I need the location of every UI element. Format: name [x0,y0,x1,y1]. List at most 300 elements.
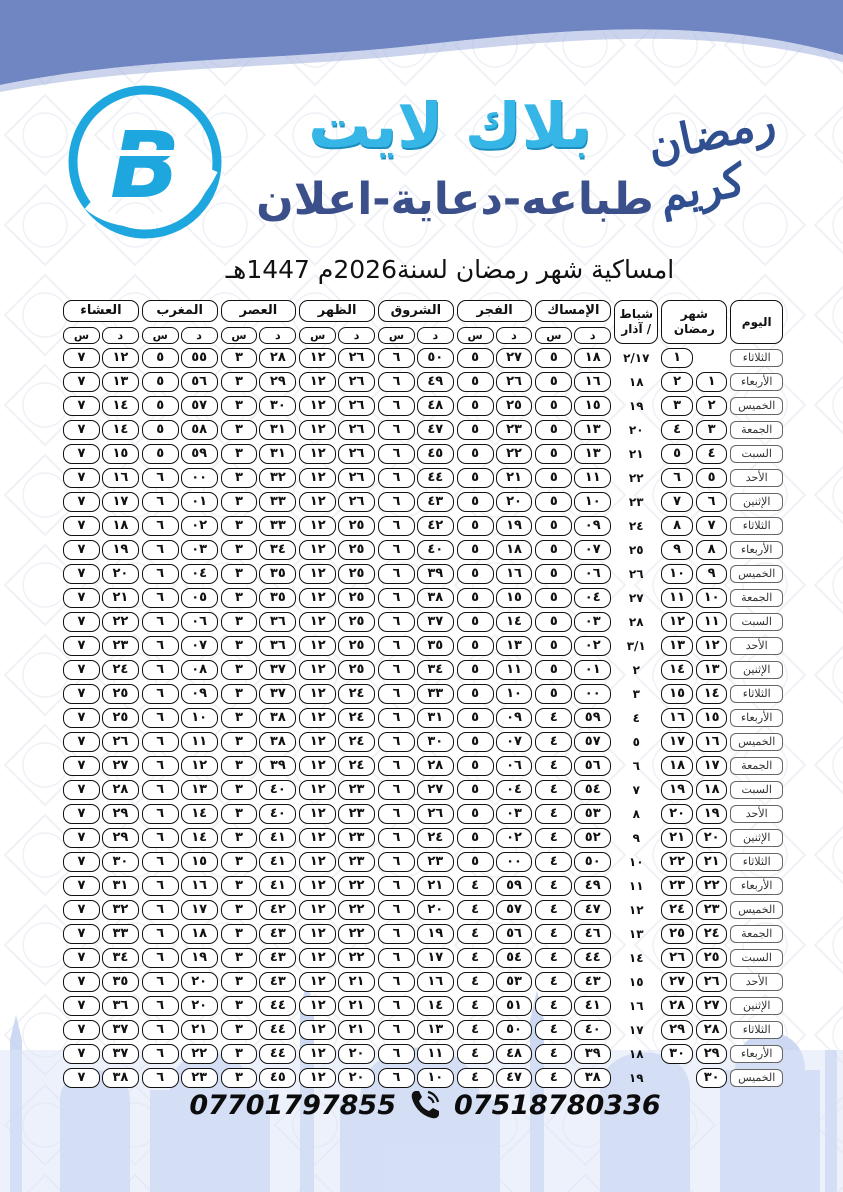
asr-hours: ٣ [221,1020,258,1040]
shuruq-minutes: ٤٤ [417,468,454,488]
maghrib-hours: ٥ [142,444,179,464]
asr-hours: ٣ [221,708,258,728]
fajr-minutes: ٠٢ [496,828,533,848]
gregorian-cell: ٥ [632,735,640,749]
imsak-minutes: ٣٨ [574,1068,611,1088]
asr-cell [221,540,297,560]
day-cell: الأربعاء [730,1044,783,1064]
isha-minutes: ٢٤ [102,660,139,680]
isha-cell [63,420,139,440]
zuhr-cell [299,348,375,368]
ramadan-left-cell: ١٥ [696,708,728,728]
header-row [63,300,783,323]
imsak-hours: ٥ [535,612,572,632]
subheader-asr [221,327,297,344]
page-title: امساكية شهر رمضان لسنة2026م 1447هـ [225,255,675,284]
isha-minutes: ١٥ [102,444,139,464]
shuruq-cell [378,588,454,608]
fajr-hours: ٤ [457,1068,494,1088]
isha-cell [63,492,139,512]
zuhr-minutes: ٢٤ [338,708,375,728]
col-shuruq: الشروق [378,300,454,323]
fajr-hours: ٥ [457,780,494,800]
imsak-cell [535,660,611,680]
asr-minutes: ٤٣ [259,948,296,968]
day-cell: الأربعاء [730,708,783,728]
fajr-hours: ٥ [457,420,494,440]
fajr-cell [457,780,533,800]
imsak-minutes: ١٨ [574,348,611,368]
day-cell: الخميس [730,732,783,752]
zuhr-hours: ١٢ [299,684,336,704]
imsak-minutes: ٤٦ [574,924,611,944]
table-row [63,1020,783,1040]
maghrib-cell [142,660,218,680]
imsak-cell [535,492,611,512]
asr-minutes: ٤٤ [259,1044,296,1064]
isha-minutes: ٣٨ [102,1068,139,1088]
maghrib-hours: ٥ [142,396,179,416]
minutes-label: د [338,327,375,344]
shuruq-minutes: ٤٧ [417,420,454,440]
imsak-cell [535,708,611,728]
table-row [63,924,783,944]
fajr-cell [457,972,533,992]
day-cell: الإثنين [730,660,783,680]
maghrib-cell [142,948,218,968]
table-row [63,1044,783,1064]
zuhr-hours: ١٢ [299,996,336,1016]
fajr-hours: ٥ [457,804,494,824]
hours-label: س [221,327,258,344]
subheader-isha [63,327,139,344]
table-row [63,588,783,608]
isha-minutes: ٣١ [102,876,139,896]
asr-hours: ٣ [221,828,258,848]
zuhr-hours: ١٢ [299,420,336,440]
fajr-minutes: ٢٣ [496,420,533,440]
shuruq-cell [378,660,454,680]
isha-minutes: ٣٧ [102,1044,139,1064]
fajr-minutes: ٢٧ [496,348,533,368]
gregorian-cell: ١٣ [628,927,644,941]
zuhr-hours: ١٢ [299,948,336,968]
imsak-minutes: ١٠ [574,492,611,512]
ramadan-left-cell: ٥ [696,468,728,488]
asr-hours: ٣ [221,564,258,584]
table-row [63,852,783,872]
ramadan-left-cell: ٢٦ [696,972,728,992]
maghrib-cell [142,348,218,368]
fajr-hours: ٥ [457,828,494,848]
maghrib-hours: ٦ [142,492,179,512]
asr-minutes: ٤٠ [259,780,296,800]
maghrib-hours: ٦ [142,900,179,920]
isha-minutes: ١٦ [102,468,139,488]
isha-minutes: ٢٥ [102,708,139,728]
shuruq-cell [378,612,454,632]
day-cell: الخميس [730,1068,783,1088]
zuhr-cell [299,564,375,584]
asr-hours: ٣ [221,972,258,992]
maghrib-hours: ٦ [142,612,179,632]
maghrib-hours: ٦ [142,780,179,800]
imsak-cell [535,1044,611,1064]
ramadan-right-cell: ١٠ [661,564,693,584]
maghrib-cell [142,924,218,944]
gregorian-cell: ٢٥ [628,543,644,557]
maghrib-hours: ٦ [142,588,179,608]
isha-hours: ٧ [63,948,100,968]
maghrib-minutes: ٠٥ [181,588,218,608]
shuruq-cell [378,756,454,776]
ramadan-right-cell: ٢٨ [661,996,693,1016]
fajr-minutes: ١٤ [496,612,533,632]
imsak-hours: ٥ [535,348,572,368]
zuhr-minutes: ٢٢ [338,948,375,968]
shuruq-cell [378,1020,454,1040]
table-row [63,348,783,368]
imsak-hours: ٤ [535,948,572,968]
zuhr-cell [299,996,375,1016]
isha-cell [63,372,139,392]
minutes-label: د [259,327,296,344]
maghrib-cell [142,396,218,416]
maghrib-minutes: ٠٣ [181,540,218,560]
ramadan-left-cell: ٢٥ [696,948,728,968]
zuhr-minutes: ٢٢ [338,876,375,896]
fajr-minutes: ١٣ [496,636,533,656]
maghrib-hours: ٦ [142,708,179,728]
ramadan-right-cell: ١٨ [661,756,693,776]
maghrib-hours: ٦ [142,924,179,944]
imsak-minutes: ٥٧ [574,732,611,752]
isha-cell [63,996,139,1016]
ramadan-right-cell: ١٣ [661,636,693,656]
asr-minutes: ٣٣ [259,516,296,536]
shuruq-cell [378,876,454,896]
imsak-cell [535,516,611,536]
fajr-minutes: ٥٦ [496,924,533,944]
imsak-cell [535,804,611,824]
asr-minutes: ٤٥ [259,1068,296,1088]
ramadan-right-cell: ٢٥ [661,924,693,944]
asr-hours: ٣ [221,876,258,896]
shuruq-cell [378,372,454,392]
day-cell: الجمعة [730,756,783,776]
ramadan-left-cell: ٢٨ [696,1020,728,1040]
fajr-hours: ٤ [457,1044,494,1064]
shuruq-minutes: ٤٥ [417,444,454,464]
zuhr-hours: ١٢ [299,1044,336,1064]
fajr-minutes: ٠٠ [496,852,533,872]
fajr-hours: ٥ [457,708,494,728]
shuruq-minutes: ١٩ [417,924,454,944]
asr-minutes: ٣٩ [259,756,296,776]
isha-minutes: ٢٨ [102,780,139,800]
zuhr-minutes: ٢٦ [338,444,375,464]
table-row [63,876,783,896]
shuruq-minutes: ٤٠ [417,540,454,560]
isha-cell [63,972,139,992]
shuruq-hours: ٦ [378,516,415,536]
shuruq-hours: ٦ [378,876,415,896]
imsak-minutes: ٥٢ [574,828,611,848]
imsak-cell [535,636,611,656]
gregorian-cell: ٤ [632,711,640,725]
zuhr-minutes: ٢٦ [338,396,375,416]
gregorian-cell: ٨ [632,807,640,821]
day-cell: الخميس [730,564,783,584]
fajr-cell [457,468,533,488]
shuruq-cell [378,996,454,1016]
asr-cell [221,756,297,776]
asr-cell [221,924,297,944]
gregorian-cell: ٢٦ [628,567,644,581]
asr-cell [221,444,297,464]
ramadan-right-cell: ٣٠ [661,1044,693,1064]
asr-minutes: ٢٨ [259,348,296,368]
asr-hours: ٣ [221,492,258,512]
asr-cell [221,612,297,632]
fajr-cell [457,684,533,704]
zuhr-cell [299,492,375,512]
ramadan-left-cell: ١٢ [696,636,728,656]
shuruq-cell [378,1044,454,1064]
shuruq-hours: ٦ [378,492,415,512]
imsak-cell [535,996,611,1016]
isha-cell [63,612,139,632]
asr-minutes: ٣٥ [259,588,296,608]
ramadan-right-cell: ٢١ [661,828,693,848]
isha-cell [63,900,139,920]
imsak-cell [535,780,611,800]
maghrib-cell [142,972,218,992]
isha-hours: ٧ [63,1068,100,1088]
table-row [63,708,783,728]
isha-minutes: ٣٠ [102,852,139,872]
zuhr-hours: ١٢ [299,732,336,752]
shuruq-cell [378,444,454,464]
table-row [63,996,783,1016]
col-day: اليوم [730,300,783,344]
ramadan-right-cell: ٥ [661,444,693,464]
fajr-hours: ٥ [457,372,494,392]
imsak-cell [535,564,611,584]
col-zuhr: الظهر [299,300,375,323]
shuruq-minutes: ٢٨ [417,756,454,776]
zuhr-hours: ١٢ [299,636,336,656]
shuruq-minutes: ١٣ [417,1020,454,1040]
imsak-minutes: ١٣ [574,420,611,440]
zuhr-minutes: ٢٦ [338,468,375,488]
zuhr-minutes: ٢١ [338,996,375,1016]
imsak-hours: ٥ [535,420,572,440]
fajr-hours: ٤ [457,948,494,968]
asr-hours: ٣ [221,948,258,968]
asr-hours: ٣ [221,780,258,800]
isha-cell [63,396,139,416]
imsak-hours: ٥ [535,372,572,392]
fajr-minutes: ١٩ [496,516,533,536]
maghrib-hours: ٦ [142,732,179,752]
imsak-minutes: ٤٣ [574,972,611,992]
fajr-cell [457,396,533,416]
shuruq-hours: ٦ [378,852,415,872]
maghrib-cell [142,684,218,704]
imsak-minutes: ٠٣ [574,612,611,632]
shuruq-cell [378,924,454,944]
table-row [63,636,783,656]
fajr-minutes: ٢٥ [496,396,533,416]
svg-text:B: B [109,112,181,219]
shuruq-cell [378,492,454,512]
imsak-hours: ٤ [535,1068,572,1088]
imsak-minutes: ٠٦ [574,564,611,584]
asr-hours: ٣ [221,996,258,1016]
hours-label: س [457,327,494,344]
maghrib-hours: ٦ [142,564,179,584]
isha-hours: ٧ [63,828,100,848]
gregorian-cell: ١٧ [628,1023,644,1037]
maghrib-hours: ٦ [142,852,179,872]
zuhr-cell [299,924,375,944]
fajr-hours: ٤ [457,972,494,992]
zuhr-hours: ١٢ [299,612,336,632]
imsak-cell [535,396,611,416]
isha-hours: ٧ [63,564,100,584]
shuruq-minutes: ٣٣ [417,684,454,704]
imsak-hours: ٥ [535,636,572,656]
day-cell: الأحد [730,972,783,992]
isha-hours: ٧ [63,516,100,536]
isha-hours: ٧ [63,804,100,824]
isha-hours: ٧ [63,612,100,632]
shuruq-minutes: ٣١ [417,708,454,728]
zuhr-cell [299,876,375,896]
zuhr-minutes: ٢٤ [338,684,375,704]
day-cell: الأحد [730,468,783,488]
asr-minutes: ٤١ [259,876,296,896]
zuhr-minutes: ٢٠ [338,1044,375,1064]
shuruq-minutes: ٤٢ [417,516,454,536]
zuhr-minutes: ٢٤ [338,732,375,752]
fajr-cell [457,996,533,1016]
maghrib-cell [142,756,218,776]
isha-minutes: ١٢ [102,348,139,368]
zuhr-cell [299,540,375,560]
fajr-hours: ٥ [457,612,494,632]
col-imsak: الإمساك [535,300,611,323]
maghrib-minutes: ١٢ [181,756,218,776]
col-ramadan: شهر رمضان [661,300,727,344]
shuruq-hours: ٦ [378,468,415,488]
zuhr-hours: ١٢ [299,540,336,560]
day-cell: الثلاثاء [730,1020,783,1040]
zuhr-cell [299,780,375,800]
asr-cell [221,1020,297,1040]
shuruq-cell [378,900,454,920]
asr-cell [221,948,297,968]
asr-minutes: ٤٤ [259,996,296,1016]
table-row [63,540,783,560]
zuhr-cell [299,972,375,992]
shuruq-minutes: ٣٧ [417,612,454,632]
fajr-hours: ٥ [457,756,494,776]
zuhr-hours: ١٢ [299,396,336,416]
gregorian-cell: ٢٧ [628,591,644,605]
shuruq-hours: ٦ [378,996,415,1016]
zuhr-cell [299,636,375,656]
shuruq-hours: ٦ [378,804,415,824]
asr-minutes: ٢٩ [259,372,296,392]
zuhr-minutes: ٢٥ [338,588,375,608]
fajr-hours: ٥ [457,540,494,560]
day-cell: الثلاثاء [730,348,783,368]
fajr-hours: ٥ [457,468,494,488]
isha-cell [63,804,139,824]
fajr-hours: ٥ [457,396,494,416]
fajr-minutes: ٠٤ [496,780,533,800]
maghrib-cell [142,540,218,560]
col-isha: العشاء [63,300,139,323]
fajr-cell [457,444,533,464]
shuruq-cell [378,348,454,368]
phone-number-1[interactable]: 07701797855 [189,1089,396,1121]
imsak-hours: ٥ [535,468,572,488]
table-row [63,564,783,584]
zuhr-minutes: ٢٢ [338,924,375,944]
zuhr-hours: ١٢ [299,468,336,488]
col-shubat: شباط / آذار [614,300,658,344]
table-row [63,828,783,848]
fajr-minutes: ٠٣ [496,804,533,824]
maghrib-cell [142,852,218,872]
maghrib-minutes: ٥٥ [181,348,218,368]
fajr-minutes: ١٥ [496,588,533,608]
ramadan-right-cell: ١١ [661,588,693,608]
asr-hours: ٣ [221,900,258,920]
imsak-cell [535,348,611,368]
zuhr-hours: ١٢ [299,900,336,920]
imsak-hours: ٤ [535,972,572,992]
asr-hours: ٣ [221,444,258,464]
shuruq-cell [378,828,454,848]
shuruq-hours: ٦ [378,636,415,656]
shuruq-minutes: ٥٠ [417,348,454,368]
ramadan-right-cell: ١٩ [661,780,693,800]
imsak-hours: ٤ [535,924,572,944]
day-cell: الإثنين [730,996,783,1016]
phone-number-2[interactable]: 07518780336 [454,1089,661,1121]
ramadan-left-cell: ١ [696,372,728,392]
isha-minutes: ٢١ [102,588,139,608]
fajr-hours: ٤ [457,900,494,920]
isha-cell [63,852,139,872]
isha-minutes: ٢٩ [102,804,139,824]
fajr-minutes: ٤٨ [496,1044,533,1064]
fajr-hours: ٤ [457,1020,494,1040]
ramadan-left-cell: ٦ [696,492,728,512]
asr-hours: ٣ [221,468,258,488]
asr-cell [221,852,297,872]
shuruq-cell [378,684,454,704]
isha-cell [63,732,139,752]
table-row [63,780,783,800]
shuruq-minutes: ١٧ [417,948,454,968]
asr-hours: ٣ [221,348,258,368]
zuhr-hours: ١٢ [299,756,336,776]
